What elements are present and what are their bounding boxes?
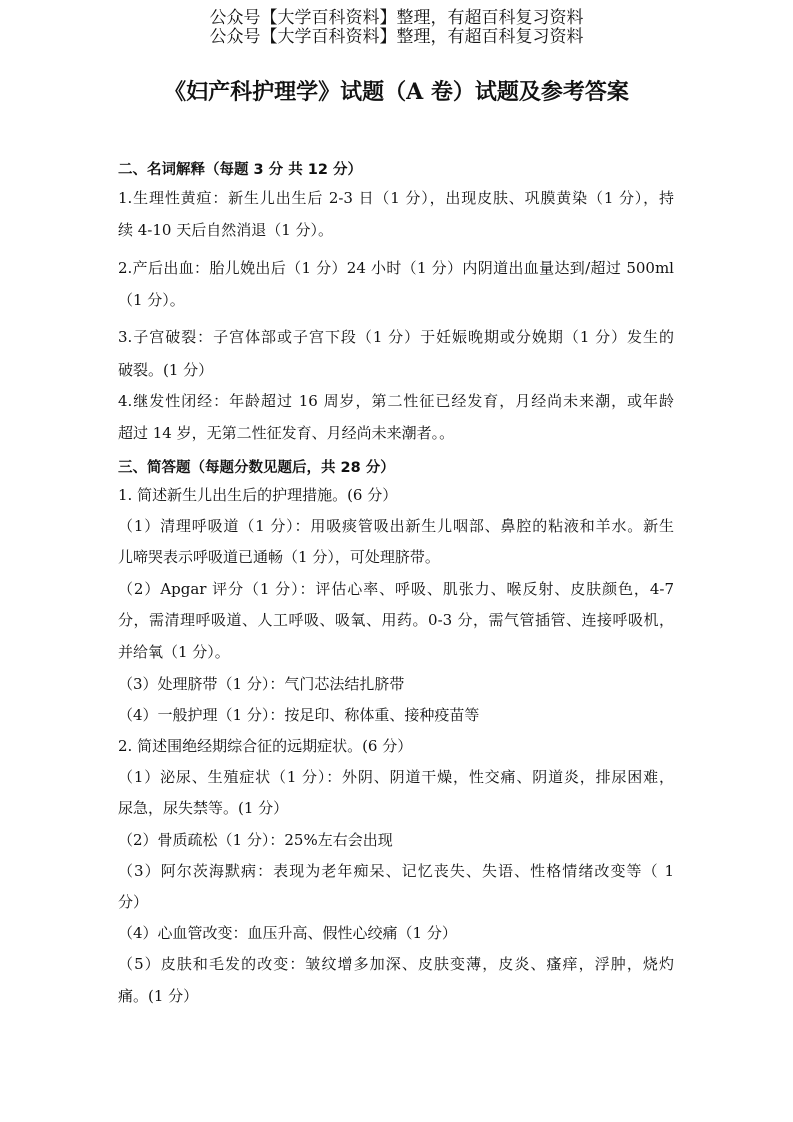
text-line: （1 分）。	[118, 291, 185, 309]
text-line: 儿啼哭表示呼吸道已通畅（1 分），可处理脐带。	[118, 548, 440, 566]
text-line: （1）清理呼吸道（1 分）：用吸痰管吸出新生儿咽部、鼻腔的粘液和羊水。新生	[118, 517, 674, 535]
text-line: 1.生理性黄疸：新生儿出生后 2-3 日（1 分），出现皮肤、巩膜黄染（1 分），持	[118, 189, 674, 207]
text-line: （2）Apgar 评分（1 分）：评估心率、呼吸、肌张力、喉反射、皮肤颜色，4-7	[118, 580, 674, 598]
section-heading: 三、简答题（每题分数见题后，共 28 分）	[118, 460, 395, 476]
text-line: 4.继发性闭经：年龄超过 16 周岁，第二性征已经发育，月经尚未来潮，或年龄	[118, 392, 674, 410]
text-line: 2.产后出血：胎儿娩出后（1 分）24 小时（1 分）内阴道出血量达到/超过 500ml	[118, 259, 674, 277]
text-line: 分）	[118, 893, 149, 911]
text-line: 3.子宫破裂：子宫体部或子宫下段（1 分）于妊娠晚期或分娩期（1 分）发生的	[118, 328, 674, 346]
text-line: （3）处理脐带（1 分）：气门芯法结扎脐带	[118, 675, 405, 693]
question-line: 1. 简述新生儿出生后的护理措施。(6 分）	[118, 486, 398, 504]
text-line: （2）骨质疏松（1 分）：25%左右会出现	[118, 831, 393, 849]
text-line: 超过 14 岁，无第二性征发育、月经尚未来潮者。。	[118, 424, 455, 442]
text-line: （4）一般护理（1 分）：按足印、称体重、接种疫苗等	[118, 706, 480, 724]
text-line: （3）阿尔茨海默病：表现为老年痴呆、记忆丧失、失语、性格情绪改变等（ 1	[118, 862, 674, 880]
page-header-line: 公众号【大学百科资料】整理，有超百科复习资料	[209, 27, 584, 47]
text-line: （4）心血管改变：血压升高、假性心绞痛（1 分）	[118, 924, 457, 942]
text-line: 并给氧（1 分）。	[118, 643, 230, 661]
section-heading: 二、名词解释（每题 3 分 共 12 分）	[118, 162, 363, 178]
text-line: 破裂。(1 分）	[118, 361, 214, 379]
text-line: 痛。(1 分）	[118, 987, 199, 1005]
page-header-line: 公众号【大学百科资料】整理，有超百科复习资料	[209, 8, 584, 28]
text-line: （1）泌尿、生殖症状（1 分）：外阴、阴道干燥，性交痛、阴道炎，排尿困难，	[118, 768, 674, 786]
text-line: （5）皮肤和毛发的改变：皱纹增多加深、皮肤变薄，皮炎、瘙痒，浮肿，烧灼	[118, 955, 674, 973]
document-title: 《妇产科护理学》试题（A 卷）试题及参考答案	[164, 79, 629, 105]
question-line: 2. 简述围绝经期综合征的远期症状。(6 分）	[118, 737, 413, 755]
text-line: 续 4-10 天后自然消退（1 分）。	[118, 221, 334, 239]
text-line: 分，需清理呼吸道、人工呼吸、吸氧、用药。0-3 分，需气管插管、连接呼吸机，	[118, 611, 674, 629]
text-line: 尿急，尿失禁等。(1 分）	[118, 799, 289, 817]
